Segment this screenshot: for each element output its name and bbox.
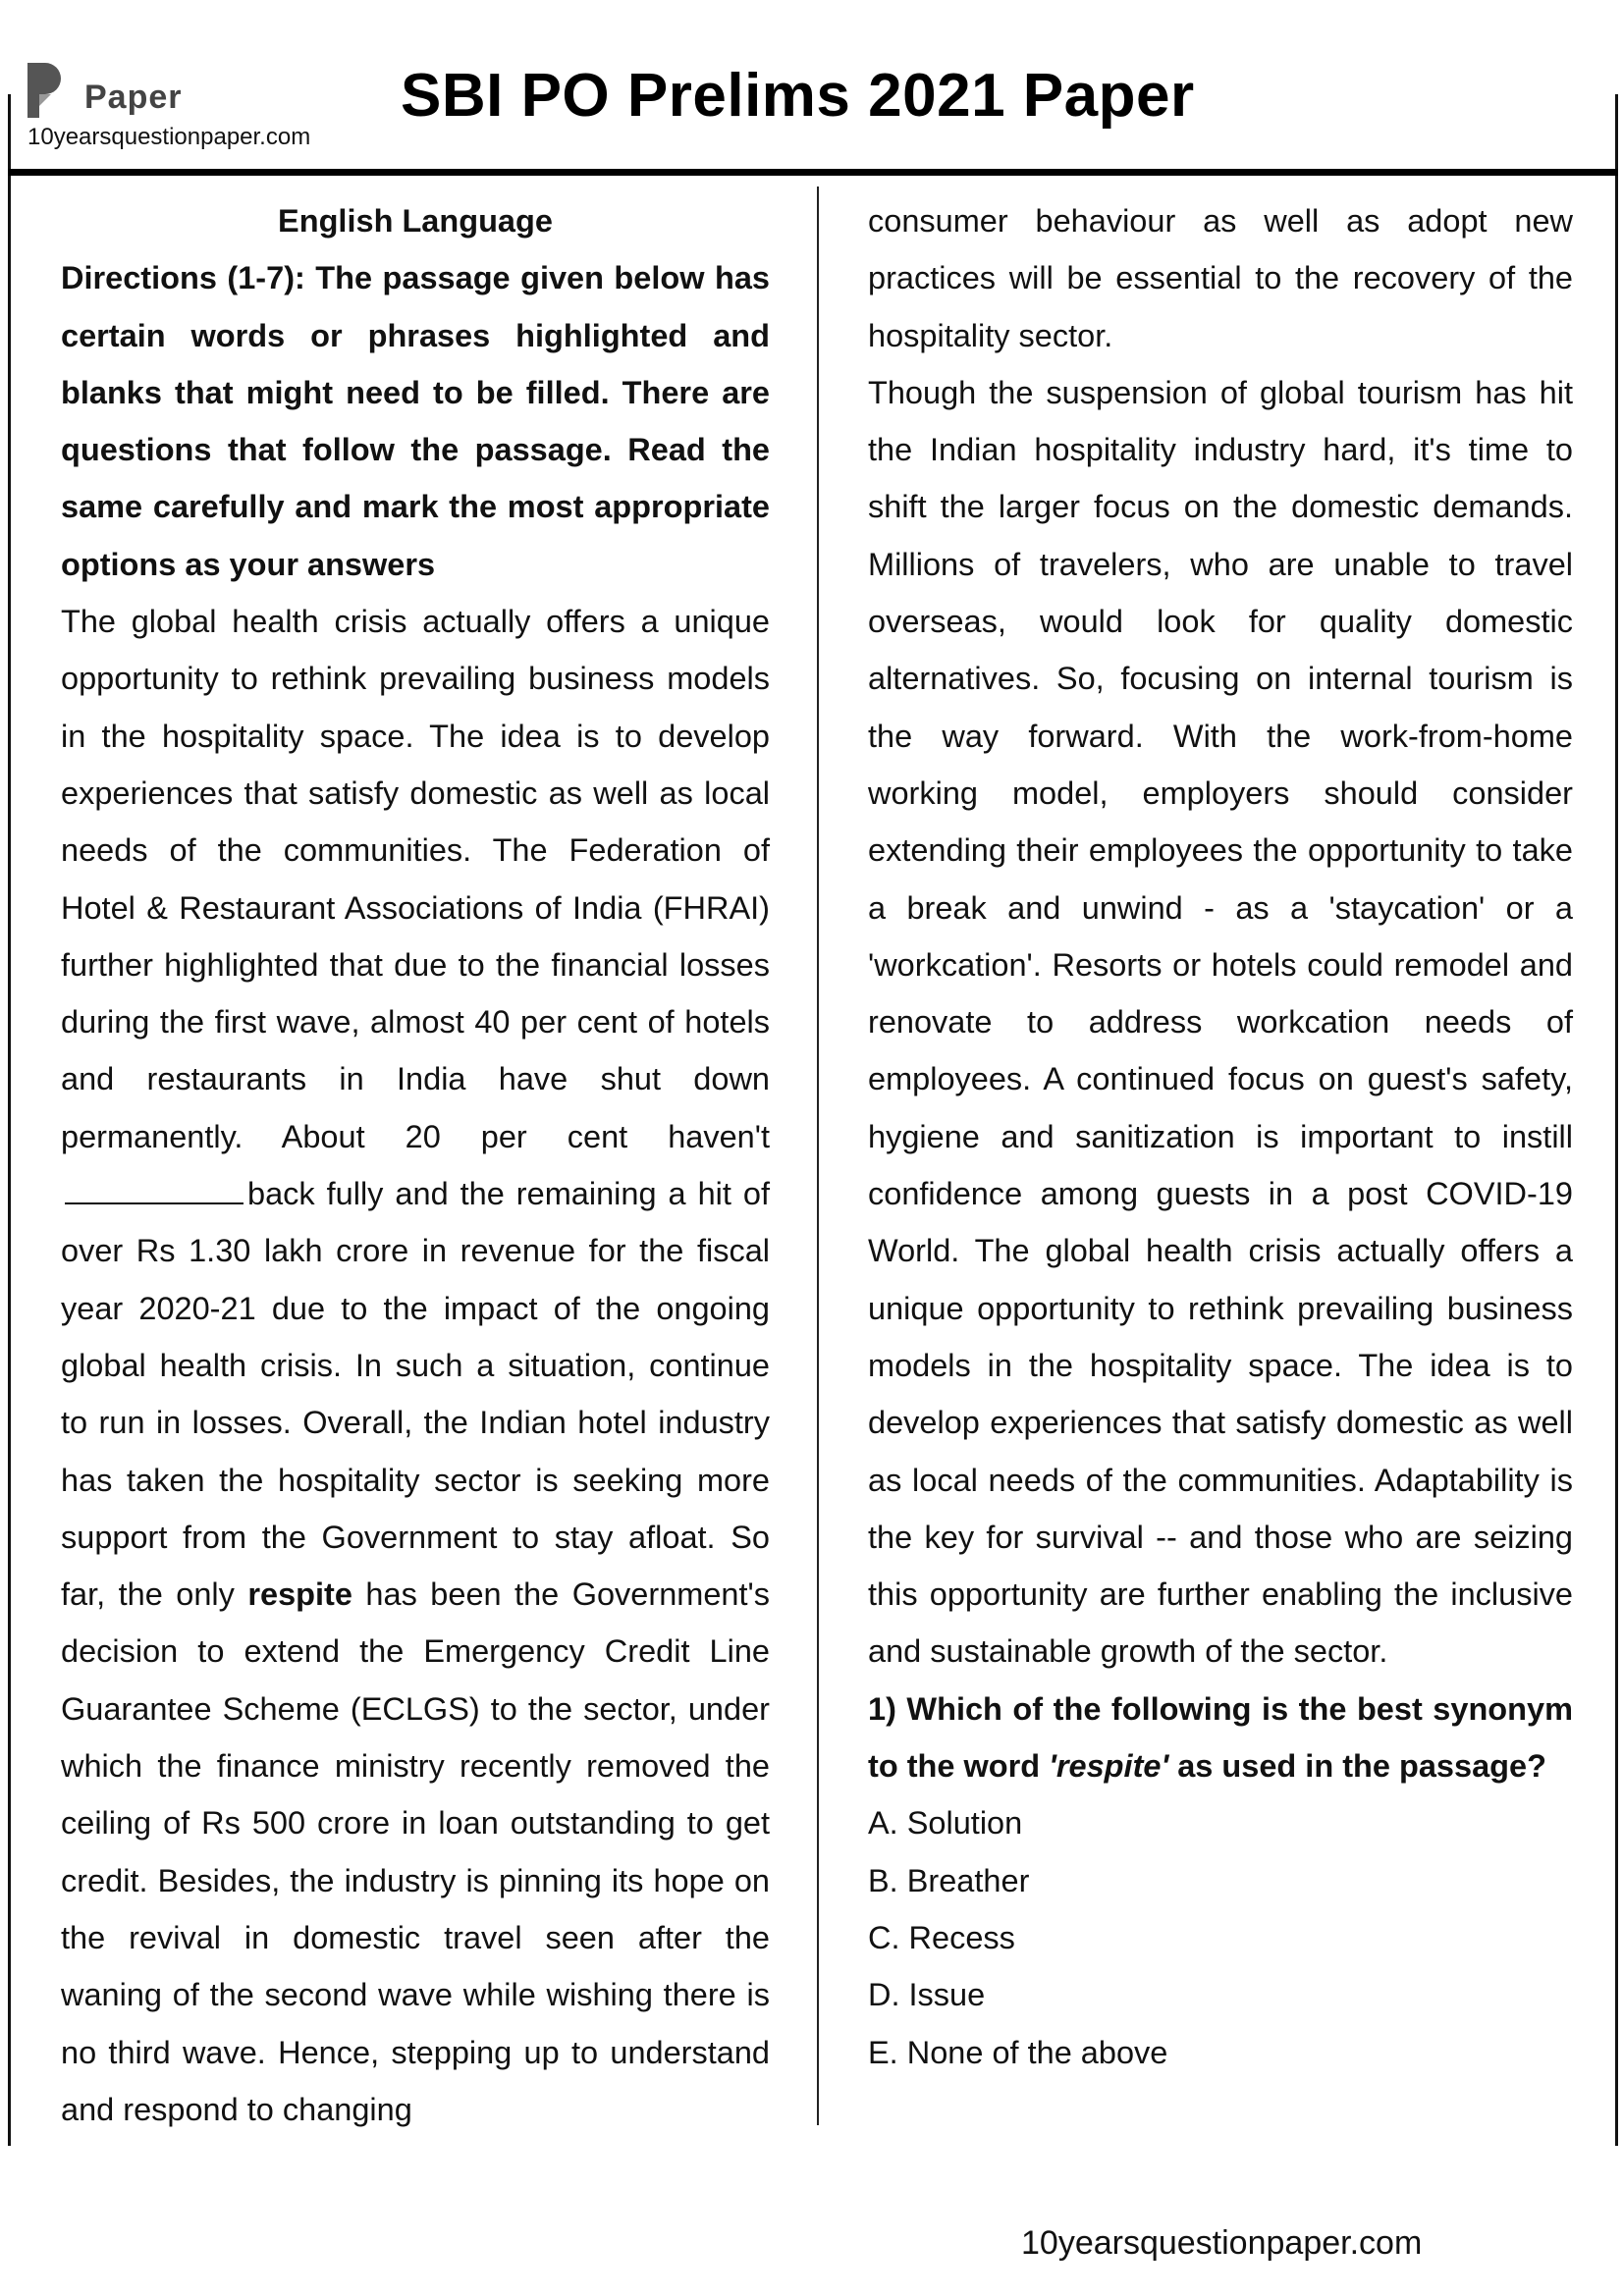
column-divider [817, 187, 819, 2125]
page-header [0, 0, 1623, 182]
left-border-line [8, 94, 11, 2146]
header-rule [8, 169, 1618, 176]
logo-text: Paper [84, 79, 183, 116]
option-b: B. Breather [868, 1862, 1030, 1898]
passage-paragraph-1 [61, 593, 770, 2138]
logo-url: 10yearsquestionpaper.com [27, 124, 311, 150]
directions-text: Directions (1-7): The passage given below has certain words or phrases highlighted and blanks that might need to be filled. There are questions that follow the passage. Read the same carefully and mark the most appropriate options as your answers [61, 260, 770, 582]
passage-text-before-blank: The global health crisis actually offers a unique opportunity to rethink prevailing business models in the hospitality space. The idea is to develop experiences that satisfy domestic as well as local needs of the communities. The Federation of Hotel & Restaurant Associations of India (FHRAI) further highlighted that due to the financial losses during the first wave, almost 40 per cent of hotels and restaurants in India have shut down permanently. About 20 per cent haven't [61, 604, 770, 1154]
footer-url: 10yearsquestionpaper.com [1021, 2224, 1423, 2262]
option-e: E. None of the above [868, 2034, 1168, 2070]
question-suffix: as used in the passage? [1177, 1748, 1546, 1785]
question-1 [868, 1681, 1573, 1795]
section-title: English Language [278, 203, 553, 239]
paper-logo-icon [27, 63, 61, 118]
passage-continuation: consumer behaviour as well as adopt new practices will be essential to the recovery of the hospitality sector. [868, 203, 1573, 353]
left-column [61, 192, 770, 2138]
page-title: SBI PO Prelims 2021 Paper [401, 62, 1195, 130]
right-border-line [1615, 94, 1618, 2146]
option-c: C. Recess [868, 1919, 1015, 1955]
highlighted-word-respite: respite [247, 1576, 352, 1613]
right-column [868, 192, 1573, 2081]
fill-in-blank [65, 1173, 243, 1204]
passage-text-after-blank: back fully and the remaining a hit of over Rs 1.30 lakh crore in revenue for the fiscal year 2020-21 due to the impact of the ongoing global health crisis. In such a situation, continue to run in losses. Overall, the Indian hotel industry has taken the hospitality sector is seeking more support from the Government to stay afloat. So far, the only [61, 1176, 770, 1613]
option-a: A. Solution [868, 1805, 1023, 1842]
question-prefix: 1) Which of the following is the best synonym to the word [868, 1690, 1573, 1785]
option-d: D. Issue [868, 1977, 986, 2013]
passage-paragraph-2: Though the suspension of global tourism has hit the Indian hospitality industry hard, it's time to shift the larger focus on the domestic demands. Millions of travelers, who are unable to travel overseas, would look for quality domestic alternatives. So, focusing on internal tourism is the way forward. With the work-from-home working model, employers should consider extending their employees the opportunity to take a break and unwind - as a 'staycation' or a 'workcation'. Resorts or hotels could remodel and renovate to address workcation needs of employees. A continued focus on guest's safety, hygiene and sanitization is important to instill confidence among guests in a post COVID-19 World. The global health crisis actually offers a unique opportunity to rethink prevailing business models in the hospitality space. The idea is to develop experiences that satisfy domestic as well as local needs of the communities. Adaptability is the key for survival -- and those who are seizing this opportunity are further enabling the inclusive and sustainable growth of the sector. [868, 374, 1573, 1670]
passage-text-end: has been the Government's decision to extend the Emergency Credit Line Guarantee Scheme (ECLGS) to the sector, under which the finance ministry recently removed the ceiling of Rs 500 crore in loan outstanding to get credit. Besides, the industry is pinning its hope on the revival in domestic travel seen after the waning of the second wave while wishing there is no third wave. Hence, stepping up to understand and respond to changing [61, 1576, 770, 2127]
question-word: 'respite' [1049, 1748, 1169, 1785]
